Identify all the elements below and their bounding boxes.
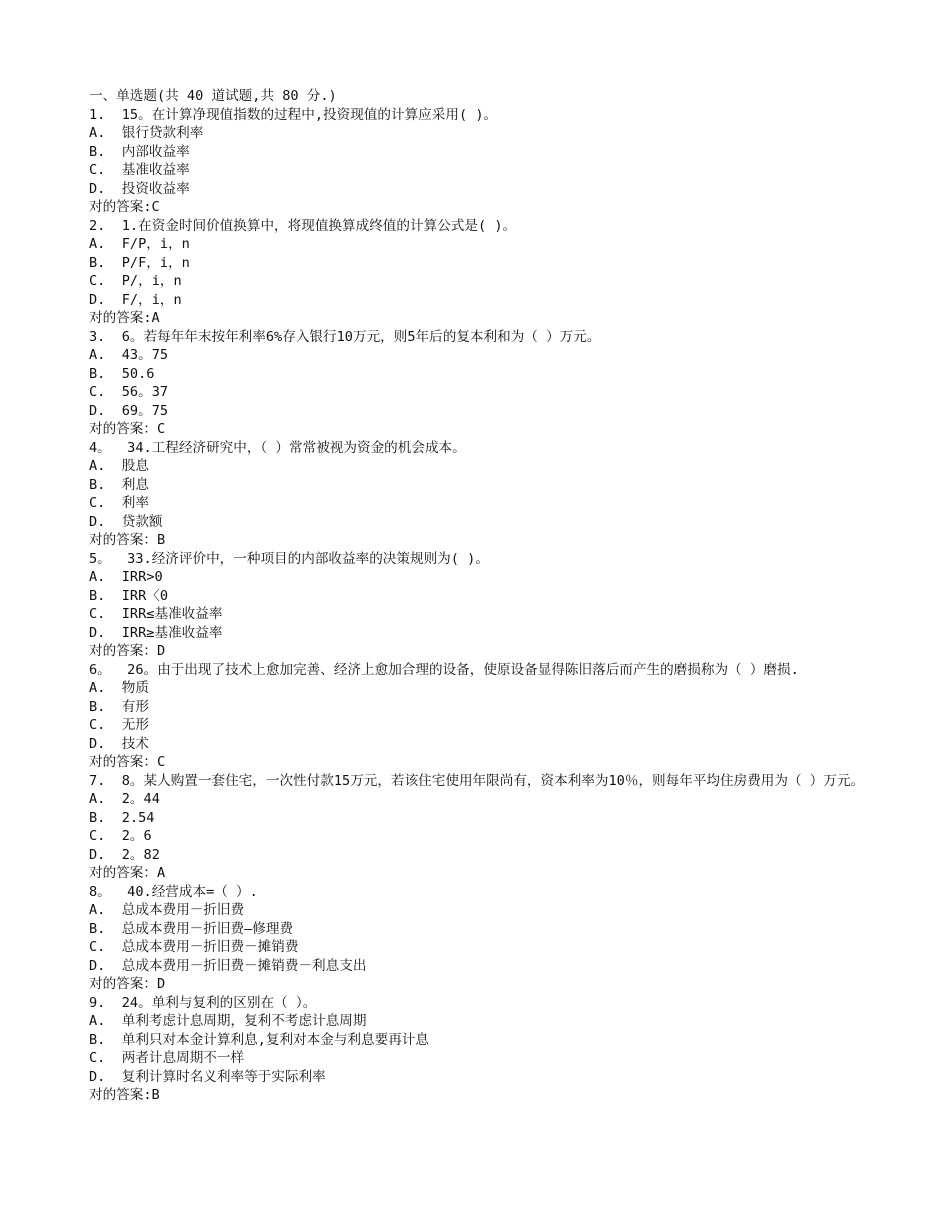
question-block <box>89 217 889 328</box>
option-a <box>89 679 889 698</box>
option-b <box>89 365 889 384</box>
option-text: 总成本费用－折旧费－摊销费－利息支出 <box>121 957 367 974</box>
question-text: 34.工程经济研究中，（ ）常常被视为资金的机会成本。 <box>127 439 466 456</box>
option-label: A. <box>89 347 106 363</box>
question-stem <box>89 772 889 791</box>
question-text: 33.经济评价中，一种项目的内部收益率的决策规则为( )。 <box>127 550 489 567</box>
option-a <box>89 568 889 587</box>
option-c <box>89 272 889 291</box>
option-b <box>89 809 889 828</box>
option-text: 总成本费用－折旧费—修理费 <box>121 920 294 937</box>
question-number: 9. <box>89 994 106 1011</box>
question-stem <box>89 550 889 569</box>
option-label: A. <box>89 1013 106 1029</box>
option-a <box>89 346 889 365</box>
option-label: C. <box>89 384 106 400</box>
option-label: C. <box>89 606 106 622</box>
option-a <box>89 457 889 476</box>
option-text: 投资收益率 <box>121 180 190 197</box>
option-d <box>89 402 889 421</box>
option-c <box>89 716 889 735</box>
option-c <box>89 827 889 846</box>
question-text: 8。某人购置一套住宅，一次性付款15万元，若该住宅使用年限尚有，资本利率为10％，则每年平均住房费用为（ ）万元。 <box>121 772 865 789</box>
option-label: D. <box>89 180 106 197</box>
option-text: 50.6 <box>121 365 155 382</box>
question-text: 15。在计算净现值指数的过程中,投资现值的计算应采用( )。 <box>121 106 498 123</box>
option-label: D. <box>89 402 106 419</box>
option-b <box>89 1031 889 1050</box>
question-stem <box>89 883 889 902</box>
option-b <box>89 476 889 495</box>
question-block <box>89 550 889 661</box>
option-text: IRR〈0 <box>121 587 169 604</box>
option-d <box>89 735 889 754</box>
option-text: 基准收益率 <box>121 162 190 178</box>
option-a <box>89 1012 889 1031</box>
option-b <box>89 254 889 273</box>
option-label: D. <box>89 624 106 641</box>
option-text: 内部收益率 <box>121 143 190 160</box>
correct-answer: 对的答案：A <box>89 865 166 881</box>
option-d <box>89 1068 889 1087</box>
option-a <box>89 124 889 143</box>
option-text: 复利计算时名义利率等于实际利率 <box>121 1068 326 1085</box>
correct-answer: 对的答案:C <box>89 199 160 215</box>
option-label: B. <box>89 365 106 382</box>
correct-answer: 对的答案：C <box>89 421 166 437</box>
option-text: 总成本费用－折旧费 <box>121 902 245 918</box>
question-block <box>89 439 889 550</box>
question-number: 1. <box>89 106 106 123</box>
question-block <box>89 106 889 217</box>
option-text: 总成本费用－折旧费－摊销费 <box>121 939 299 955</box>
exam-document <box>89 87 889 1105</box>
question-number: 6。 <box>89 661 111 678</box>
question-number: 3. <box>89 328 106 345</box>
option-d <box>89 846 889 865</box>
option-a <box>89 901 889 920</box>
question-block <box>89 328 889 439</box>
option-a <box>89 235 889 254</box>
option-d <box>89 291 889 310</box>
option-label: B. <box>89 698 106 715</box>
correct-answer: 对的答案:A <box>89 310 160 326</box>
option-text: 贷款额 <box>121 513 163 530</box>
option-label: D. <box>89 735 106 752</box>
option-label: D. <box>89 846 106 863</box>
option-label: B. <box>89 476 106 493</box>
option-label: D. <box>89 1068 106 1085</box>
option-label: B. <box>89 143 106 160</box>
option-text: 股息 <box>121 458 149 474</box>
option-text: IRR≥基准收益率 <box>121 624 223 641</box>
option-text: IRR>0 <box>121 569 163 585</box>
question-block <box>89 883 889 994</box>
option-text: 2。82 <box>121 846 160 863</box>
question-text: 6。若每年年末按年利率6%存入银行10万元，则5年后的复本利和为（ ）万元。 <box>121 328 601 345</box>
option-label: D. <box>89 291 106 308</box>
option-text: F/，i，n <box>121 291 182 308</box>
correct-answer: 对的答案：C <box>89 754 166 770</box>
option-text: 两者计息周期不一样 <box>121 1050 245 1066</box>
option-label: C. <box>89 162 106 178</box>
option-d <box>89 180 889 199</box>
option-b <box>89 143 889 162</box>
option-text: 技术 <box>121 735 149 752</box>
option-text: F/P，i，n <box>121 236 190 252</box>
option-text: 物质 <box>121 680 149 696</box>
option-label: B. <box>89 809 106 826</box>
option-text: 单利只对本金计算利息,复利对本金与利息要再计息 <box>121 1031 429 1048</box>
question-number: 4。 <box>89 439 111 456</box>
option-label: C. <box>89 1050 106 1066</box>
option-label: C. <box>89 495 106 511</box>
option-text: 有形 <box>121 698 149 715</box>
question-text: 1.在资金时间价值换算中，将现值换算成终值的计算公式是( )。 <box>121 217 517 234</box>
question-number: 2. <box>89 217 106 234</box>
option-label: C. <box>89 939 106 955</box>
option-label: D. <box>89 513 106 530</box>
question-stem <box>89 328 889 347</box>
option-b <box>89 920 889 939</box>
option-b <box>89 587 889 606</box>
correct-answer: 对的答案：D <box>89 976 166 992</box>
question-text: 26。由于出现了技术上愈加完善、经济上愈加合理的设备，使原设备显得陈旧落后而产生的磨损称为（ ）磨损. <box>127 661 799 678</box>
option-label: C. <box>89 273 106 289</box>
option-label: A. <box>89 680 106 696</box>
question-number: 7. <box>89 772 106 789</box>
option-c <box>89 605 889 624</box>
option-text: 43。75 <box>121 347 169 363</box>
option-text: P/F，i，n <box>121 254 190 271</box>
option-c <box>89 938 889 957</box>
correct-answer: 对的答案：B <box>89 532 166 548</box>
option-label: D. <box>89 957 106 974</box>
option-label: B. <box>89 1031 106 1048</box>
option-label: C. <box>89 828 106 844</box>
correct-answer: 对的答案:B <box>89 1087 160 1103</box>
option-label: B. <box>89 587 106 604</box>
option-label: A. <box>89 458 106 474</box>
question-stem <box>89 439 889 458</box>
question-list <box>89 106 889 1105</box>
option-label: B. <box>89 920 106 937</box>
question-block <box>89 772 889 883</box>
question-stem <box>89 106 889 125</box>
question-stem <box>89 994 889 1013</box>
option-text: 2.54 <box>121 809 155 826</box>
option-c <box>89 161 889 180</box>
option-text: 利率 <box>121 495 149 511</box>
option-label: A. <box>89 125 106 141</box>
question-stem <box>89 217 889 236</box>
option-text: 单利考虑计息周期，复利不考虑计息周期 <box>121 1013 367 1029</box>
question-text: 40.经营成本=（ ）. <box>127 883 258 900</box>
option-text: 56。37 <box>121 384 169 400</box>
option-text: 2。6 <box>121 828 152 844</box>
question-number: 8。 <box>89 883 111 900</box>
option-c <box>89 383 889 402</box>
option-text: 69。75 <box>121 402 169 419</box>
option-a <box>89 790 889 809</box>
option-text: 银行贷款利率 <box>121 125 204 141</box>
option-b <box>89 698 889 717</box>
option-label: B. <box>89 254 106 271</box>
option-text: IRR≤基准收益率 <box>121 606 223 622</box>
option-label: A. <box>89 236 106 252</box>
question-number: 5。 <box>89 550 111 567</box>
option-d <box>89 513 889 532</box>
option-c <box>89 494 889 513</box>
question-text: 24。单利与复利的区别在（ ）。 <box>121 994 317 1011</box>
option-label: C. <box>89 717 106 733</box>
question-stem <box>89 661 889 680</box>
correct-answer: 对的答案：D <box>89 643 166 659</box>
option-label: A. <box>89 569 106 585</box>
question-block <box>89 994 889 1105</box>
section-header: 一、单选题(共 40 道试题,共 80 分.) <box>89 88 337 104</box>
option-text: 利息 <box>121 476 149 493</box>
option-text: 无形 <box>121 717 149 733</box>
option-text: P/，i，n <box>121 273 182 289</box>
option-c <box>89 1049 889 1068</box>
question-block <box>89 661 889 772</box>
option-d <box>89 624 889 643</box>
option-label: A. <box>89 902 106 918</box>
option-text: 2。44 <box>121 791 160 807</box>
option-label: A. <box>89 791 106 807</box>
option-d <box>89 957 889 976</box>
